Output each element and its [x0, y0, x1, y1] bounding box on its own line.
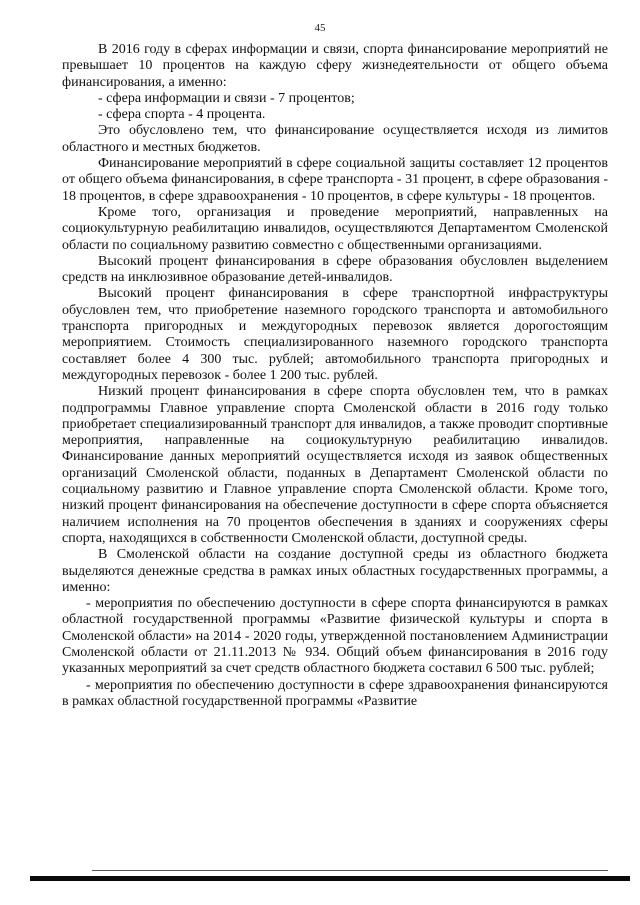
- paragraph: Низкий процент финансирования в сфере спорта обусловлен тем, что в рамках подпрограммы Главное управление спорта Смоленской области в 2016 году только приобретает специализированный транспорт для инвалидов, а также проводит спортивные мероприятия, направленные на социокультурную реабилитацию инвалидов. Финансирование данных мероприятий осуществляется исходя из заявок общественных организаций Смоленской области, поданных в Департамент Смоленской области по социальному развитию и Главное управление спорта Смоленской области. Кроме того, низкий процент финансирования на обеспечение доступности в сфере спорта объясняется наличием исполнения на 70 процентов обеспечения в зданиях и сооружениях сферы спорта, находящихся в собственности Смоленской области, доступной среды.: [62, 384, 608, 546]
- paragraph: Это обусловлено тем, что финансирование осуществляется исходя из лимитов областного и местных бюджетов.: [62, 123, 608, 155]
- list-item: - сфера спорта - 4 процента.: [98, 107, 266, 123]
- paragraph: Высокий процент финансирования в сфере транспортной инфраструктуры обусловлен тем, что приобретение наземного городского транспорта и автомобильного транспорта пригородных и междугородных перевозок является дорогостоящим мероприятием. Стоимость специализированного наземного городского транспорта составляет более 4 300 тыс. рублей; автомобильного транспорта пригородных и междугородных перевозок - более 1 200 тыс. рублей.: [62, 286, 608, 383]
- paragraph: В 2016 году в сферах информации и связи, спорта финансирование мероприятий не превышает 10 процентов на каждую сферу жизнедеятельности от общего объема финансирования, а именно:: [62, 42, 608, 90]
- footer-thin-rule: [92, 870, 608, 871]
- footer-thick-rule: [30, 876, 630, 881]
- dash-item: - мероприятия по обеспечению доступности в сфере здравоохранения финансируются в рамках областной государственной программы «Развитие: [62, 677, 608, 709]
- list-item: - сфера информации и связи - 7 процентов;: [98, 90, 355, 106]
- paragraph: Кроме того, организация и проведение мероприятий, направленных на социокультурную реабилитацию инвалидов, осуществляются Департаментом Смоленской области по социальному развитию совместно с общественными организациями.: [62, 204, 608, 253]
- paragraph: Высокий процент финансирования в сфере образования обусловлен выделением средств на инклюзивное образование детей-инвалидов.: [62, 253, 608, 286]
- document-body: [62, 42, 608, 710]
- paragraph: В Смоленской области на создание доступной среды из областного бюджета выделяются денежные средства в рамках иных областных государственных программы, а именно:: [62, 547, 608, 595]
- dash-item: - мероприятия по обеспечению доступности в сфере спорта финансируются в рамках областной государственной программы «Развитие физической культуры и спорта в Смоленской области» на 2014 - 2020 годы, утвержденной постановлением Администрации Смоленской области от 21.11.2013 № 934. Общий объем финансирования в 2016 году указанных мероприятий за счет средств областного бюджета составил 6 500 тыс. рублей;: [62, 596, 608, 677]
- paragraph: Финансирование мероприятий в сфере социальной защиты составляет 12 процентов от общего объема финансирования, в сфере транспорта - 31 процент, в сфере образования - 18 процентов, в сфере здравоохранения - 10 процентов, в сфере культуры - 18 процентов.: [62, 156, 608, 204]
- page-number: 45: [314, 22, 326, 34]
